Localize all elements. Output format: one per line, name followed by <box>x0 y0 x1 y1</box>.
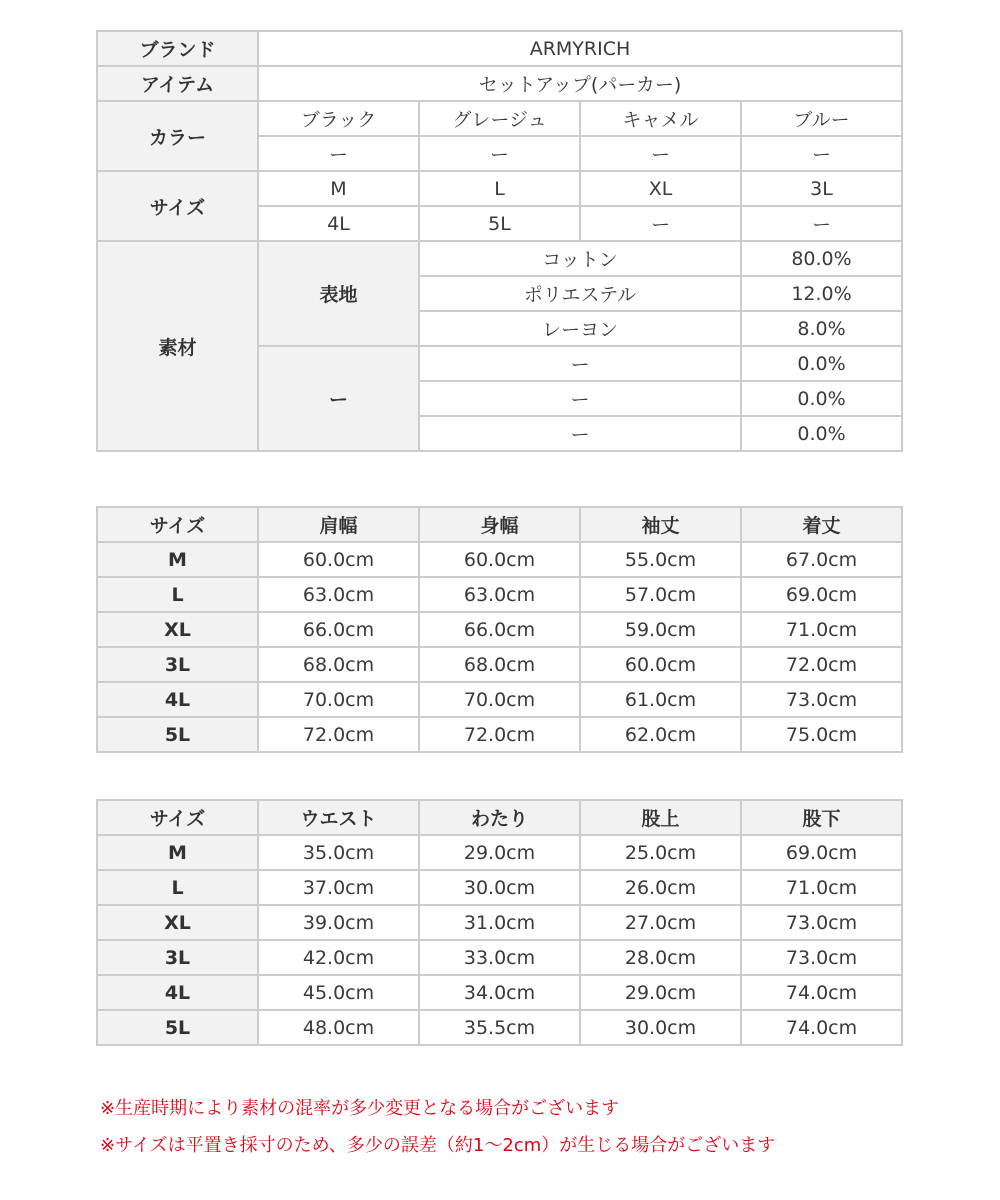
table-cell: 66.0cm <box>258 612 419 647</box>
size-row <box>97 171 902 206</box>
column-header: 袖丈 <box>580 507 741 542</box>
table-cell: 28.0cm <box>580 940 741 975</box>
color-value: ー <box>580 136 741 171</box>
table-row <box>97 612 902 647</box>
table-cell: 72.0cm <box>741 647 902 682</box>
table-cell: 70.0cm <box>419 682 580 717</box>
column-header: 股上 <box>580 800 741 835</box>
table-cell: 31.0cm <box>419 905 580 940</box>
color-value: ー <box>419 136 580 171</box>
size-value: XL <box>580 171 741 206</box>
table-row <box>97 975 902 1010</box>
material-pct: 0.0% <box>741 381 902 416</box>
material-name: ー <box>419 346 741 381</box>
spec-table <box>96 30 903 452</box>
note-material: ※生産時期により素材の混率が多少変更となる場合がございます <box>100 1098 620 1119</box>
table-cell: 30.0cm <box>580 1010 741 1045</box>
table-cell: 48.0cm <box>258 1010 419 1045</box>
table-row <box>97 577 902 612</box>
table-cell: 57.0cm <box>580 577 741 612</box>
table-cell: 60.0cm <box>580 647 741 682</box>
table-cell: 73.0cm <box>741 682 902 717</box>
color-value: ブラック <box>258 101 419 136</box>
material-part: ー <box>258 346 419 451</box>
table-cell: 39.0cm <box>258 905 419 940</box>
column-header: 股下 <box>741 800 902 835</box>
table-cell: 63.0cm <box>419 577 580 612</box>
table-cell: 60.0cm <box>258 542 419 577</box>
table-row <box>97 870 902 905</box>
color-value: グレージュ <box>419 101 580 136</box>
table-cell: 42.0cm <box>258 940 419 975</box>
column-header: サイズ <box>97 507 258 542</box>
row-header: 3L <box>97 940 258 975</box>
table-row <box>97 835 902 870</box>
size-value: M <box>258 171 419 206</box>
table-cell: 73.0cm <box>741 940 902 975</box>
color-label: カラー <box>97 101 258 171</box>
table-row <box>97 542 902 577</box>
size-value: ー <box>580 206 741 241</box>
table-cell: 35.5cm <box>419 1010 580 1045</box>
table-cell: 30.0cm <box>419 870 580 905</box>
material-pct: 0.0% <box>741 416 902 451</box>
column-header: わたり <box>419 800 580 835</box>
material-label: 素材 <box>97 241 258 451</box>
column-header: サイズ <box>97 800 258 835</box>
table-cell: 55.0cm <box>580 542 741 577</box>
top-size-table <box>96 506 903 753</box>
row-header: M <box>97 542 258 577</box>
table-cell: 75.0cm <box>741 717 902 752</box>
table-row <box>97 647 902 682</box>
brand-row <box>97 31 902 66</box>
row-header: 4L <box>97 682 258 717</box>
table-header-row <box>97 800 902 835</box>
notes <box>100 1094 775 1168</box>
material-name: コットン <box>419 241 741 276</box>
row-header: 5L <box>97 1010 258 1045</box>
table-cell: 71.0cm <box>741 870 902 905</box>
table-cell: 72.0cm <box>419 717 580 752</box>
table-cell: 73.0cm <box>741 905 902 940</box>
table-cell: 67.0cm <box>741 542 902 577</box>
table-row <box>97 682 902 717</box>
material-pct: 0.0% <box>741 346 902 381</box>
material-pct: 8.0% <box>741 311 902 346</box>
table-cell: 68.0cm <box>419 647 580 682</box>
size-value: 4L <box>258 206 419 241</box>
table-cell: 29.0cm <box>580 975 741 1010</box>
size-value: L <box>419 171 580 206</box>
size-value: 3L <box>741 171 902 206</box>
column-header: ウエスト <box>258 800 419 835</box>
table-cell: 35.0cm <box>258 835 419 870</box>
material-pct: 80.0% <box>741 241 902 276</box>
brand-label: ブランド <box>97 31 258 66</box>
table-row <box>97 1010 902 1045</box>
table-cell: 33.0cm <box>419 940 580 975</box>
material-name: ー <box>419 416 741 451</box>
table-cell: 69.0cm <box>741 577 902 612</box>
item-value: セットアップ(パーカー) <box>258 66 902 101</box>
table-cell: 71.0cm <box>741 612 902 647</box>
table-cell: 62.0cm <box>580 717 741 752</box>
row-header: 5L <box>97 717 258 752</box>
item-row <box>97 66 902 101</box>
note-size: ※サイズは平置き採寸のため、多少の誤差（約1～2cm）が生じる場合がございます <box>100 1135 776 1156</box>
material-pct: 12.0% <box>741 276 902 311</box>
bottom-size-table <box>96 799 903 1046</box>
table-cell: 74.0cm <box>741 975 902 1010</box>
color-value: ブルー <box>741 101 902 136</box>
color-row <box>97 101 902 136</box>
row-header: XL <box>97 905 258 940</box>
table-cell: 27.0cm <box>580 905 741 940</box>
table-header-row <box>97 507 902 542</box>
material-name: ポリエステル <box>419 276 741 311</box>
size-value: ー <box>741 206 902 241</box>
row-header: M <box>97 835 258 870</box>
table-cell: 29.0cm <box>419 835 580 870</box>
table-cell: 34.0cm <box>419 975 580 1010</box>
row-header: L <box>97 870 258 905</box>
table-cell: 68.0cm <box>258 647 419 682</box>
material-row <box>97 241 902 276</box>
table-cell: 45.0cm <box>258 975 419 1010</box>
table-cell: 26.0cm <box>580 870 741 905</box>
table-cell: 61.0cm <box>580 682 741 717</box>
size-value: 5L <box>419 206 580 241</box>
item-label: アイテム <box>97 66 258 101</box>
row-header: XL <box>97 612 258 647</box>
size-label: サイズ <box>97 171 258 241</box>
table-cell: 63.0cm <box>258 577 419 612</box>
table-cell: 25.0cm <box>580 835 741 870</box>
color-value: キャメル <box>580 101 741 136</box>
table-row <box>97 940 902 975</box>
table-cell: 37.0cm <box>258 870 419 905</box>
material-name: ー <box>419 381 741 416</box>
column-header: 身幅 <box>419 507 580 542</box>
table-row <box>97 717 902 752</box>
material-part: 表地 <box>258 241 419 346</box>
color-value: ー <box>741 136 902 171</box>
table-cell: 66.0cm <box>419 612 580 647</box>
table-cell: 59.0cm <box>580 612 741 647</box>
row-header: L <box>97 577 258 612</box>
column-header: 肩幅 <box>258 507 419 542</box>
brand-value: ARMYRICH <box>258 31 902 66</box>
table-cell: 69.0cm <box>741 835 902 870</box>
table-row <box>97 905 902 940</box>
table-cell: 70.0cm <box>258 682 419 717</box>
table-cell: 74.0cm <box>741 1010 902 1045</box>
column-header: 着丈 <box>741 507 902 542</box>
table-cell: 72.0cm <box>258 717 419 752</box>
table-cell: 60.0cm <box>419 542 580 577</box>
row-header: 3L <box>97 647 258 682</box>
color-value: ー <box>258 136 419 171</box>
material-name: レーヨン <box>419 311 741 346</box>
row-header: 4L <box>97 975 258 1010</box>
